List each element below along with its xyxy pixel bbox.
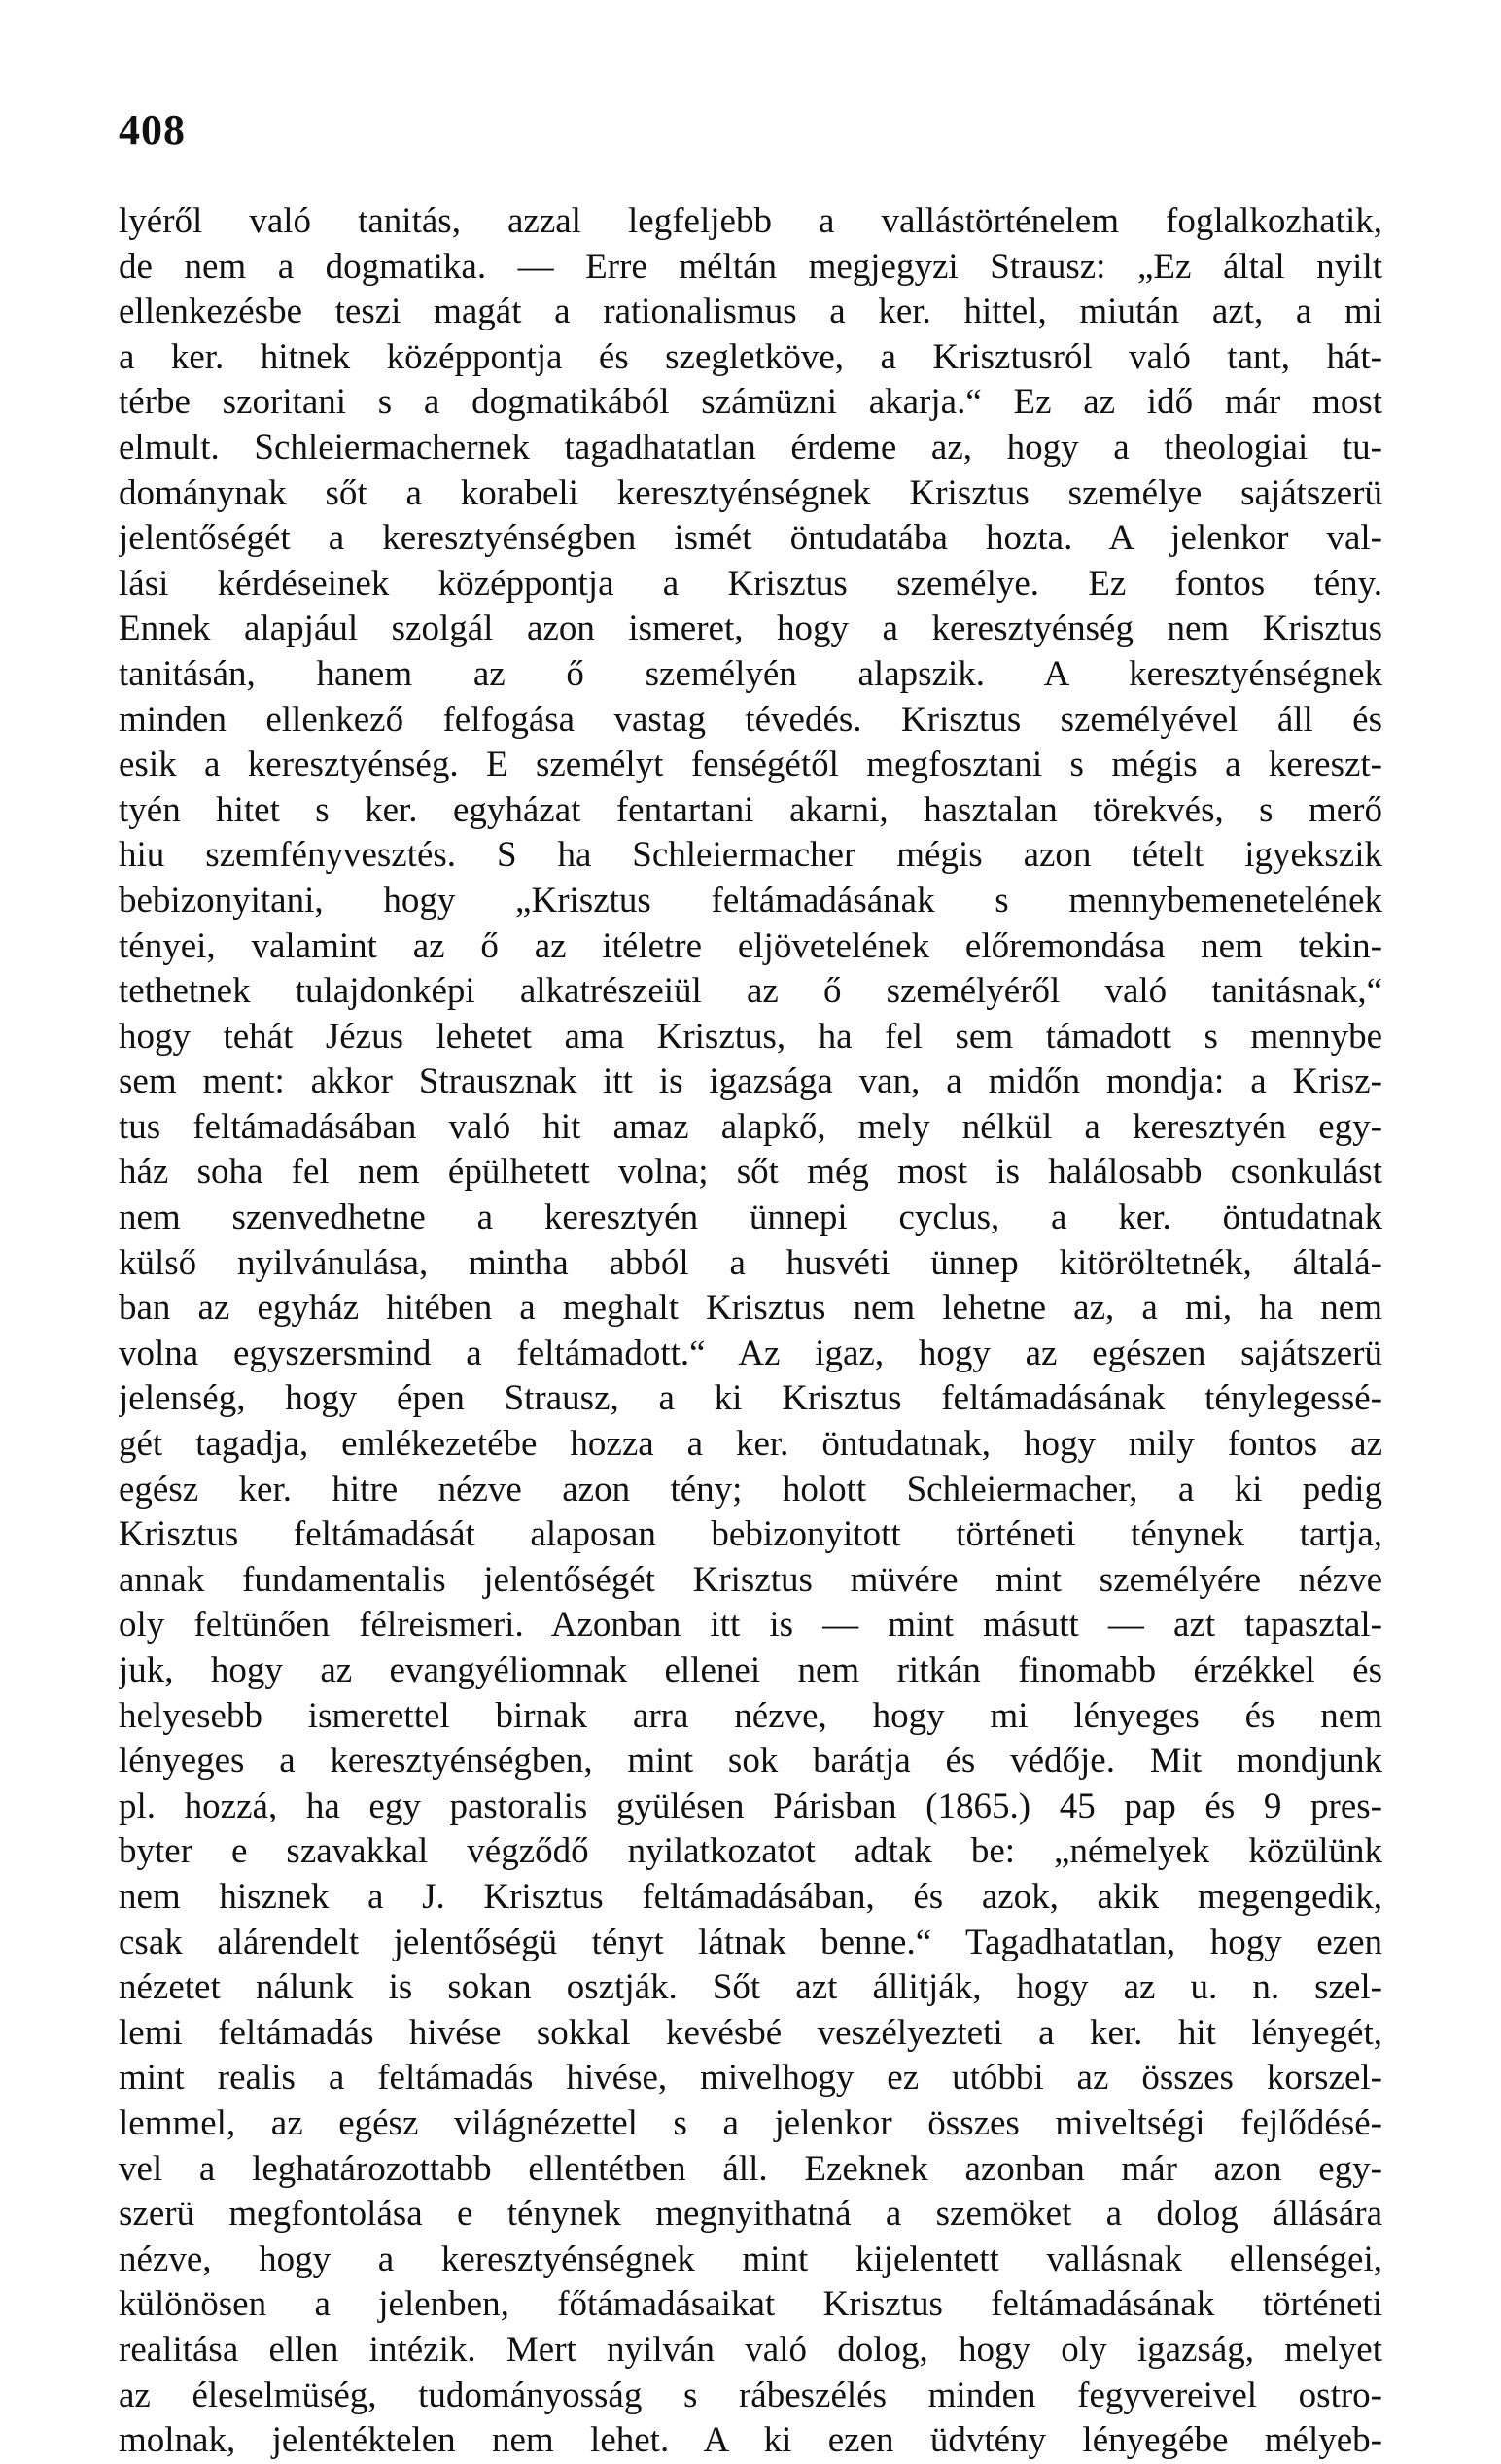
text-line: ban az egyház hitében a meghalt Krisztus nem lehetne az, a mi, ha nem bbox=[119, 1288, 1382, 1329]
text-line: lényeges a keresztyénségben, mint sok barátja és védője. Mit mondjunk bbox=[119, 1741, 1382, 1782]
text-line: tyén hitet s ker. egyházat fentartani akarni, hasztalan törekvés, s merő bbox=[119, 789, 1382, 830]
text-line: egész ker. hitre nézve azon tény; holott Schleiermacher, a ki pedig bbox=[119, 1469, 1382, 1510]
text-line: helyesebb ismerettel birnak arra nézve, hogy mi lényeges és nem bbox=[119, 1695, 1382, 1736]
text-line: nem hisznek a J. Krisztus feltámadásában, és azok, akik megengedik, bbox=[119, 1876, 1382, 1917]
text-line: realitása ellen intézik. Mert nyilván való dolog, hogy oly igazság, melyet bbox=[119, 2329, 1382, 2370]
text-line: lási kérdéseinek középpontja a Krisztus személye. Ez fontos tény. bbox=[119, 563, 1382, 604]
text-line: szerü megfontolása e ténynek megnyithatná a szemöket a dolog állására bbox=[119, 2194, 1382, 2235]
text-line: tényei, valamint az ő az itéletre eljövetelének előremondása nem tekin- bbox=[119, 925, 1382, 966]
text-line: térbe szoritani s a dogmatikából számüzni akarja.“ Ez az idő már most bbox=[119, 382, 1382, 423]
text-line: byter e szavakkal végződő nyilatkozatot adtak be: „némelyek közülünk bbox=[119, 1831, 1382, 1872]
body-text bbox=[119, 199, 1382, 2464]
text-line: volna egyszersmind a feltámadott.“ Az igaz, hogy az egészen sajátszerü bbox=[119, 1333, 1382, 1373]
text-line: tanitásán, hanem az ő személyén alapszik. A keresztyénségnek bbox=[119, 653, 1382, 694]
text-line: annak fundamentalis jelentőségét Krisztus müvére mint személyére nézve bbox=[119, 1559, 1382, 1600]
text-line: az éleselmüség, tudományosság s rábeszélés minden fegyvereivel ostro- bbox=[119, 2375, 1382, 2415]
text-line: bebizonyitani, hogy „Krisztus feltámadásának s mennybemenetelének bbox=[119, 880, 1382, 920]
page-number: 408 bbox=[119, 106, 186, 154]
text-line: elmult. Schleiermachernek tagadhatatlan érdeme az, hogy a theologiai tu- bbox=[119, 427, 1382, 468]
text-line: mint realis a feltámadás hivése, mivelhogy ez utóbbi az összes korszel- bbox=[119, 2058, 1382, 2099]
text-line: molnak, jelentéktelen nem lehet. A ki ezen üdvtény lényegébe mélyeb- bbox=[119, 2420, 1382, 2461]
text-line: vel a leghatározottabb ellentétben áll. Ezeknek azonban már azon egy- bbox=[119, 2148, 1382, 2189]
text-line: ház soha fel nem épülhetett volna; sőt még most is halálosabb csonkulást bbox=[119, 1152, 1382, 1193]
text-line: lemmel, az egész világnézettel s a jelenkor összes miveltségi fejlődésé- bbox=[119, 2102, 1382, 2143]
text-line: tethetnek tulajdonképi alkatrészeiül az ő személyéről való tanitásnak,“ bbox=[119, 971, 1382, 1012]
text-line: külső nyilvánulása, mintha abból a husvéti ünnep kitöröltetnék, általá- bbox=[119, 1242, 1382, 1283]
text-line: sem ment: akkor Strausznak itt is igazsága van, a midőn mondja: a Krisz- bbox=[119, 1061, 1382, 1102]
text-line: csak alárendelt jelentőségü tényt látnak benne.“ Tagadhatatlan, hogy ezen bbox=[119, 1922, 1382, 1962]
text-line: Ennek alapjául szolgál azon ismeret, hogy a keresztyénség nem Krisztus bbox=[119, 608, 1382, 649]
text-line: ellenkezésbe teszi magát a rationalismus a ker. hittel, miután azt, a mi bbox=[119, 292, 1382, 332]
text-line: de nem a dogmatika. — Erre méltán megjegyzi Strausz: „Ez által nyilt bbox=[119, 246, 1382, 287]
text-line: Krisztus feltámadását alaposan bebizonyitott történeti ténynek tartja, bbox=[119, 1514, 1382, 1555]
text-line: gét tagadja, emlékezetébe hozza a ker. öntudatnak, hogy mily fontos az bbox=[119, 1424, 1382, 1465]
text-line: minden ellenkező felfogása vastag tévedés. Krisztus személyével áll és bbox=[119, 699, 1382, 740]
text-line: nézve, hogy a keresztyénségnek mint kijelentett vallásnak ellenségei, bbox=[119, 2238, 1382, 2279]
text-line: különösen a jelenben, főtámadásaikat Krisztus feltámadásának történeti bbox=[119, 2284, 1382, 2325]
text-line: nem szenvedhetne a keresztyén ünnepi cyclus, a ker. öntudatnak bbox=[119, 1197, 1382, 1238]
text-line: nézetet nálunk is sokan osztják. Sőt azt állitják, hogy az u. n. szel- bbox=[119, 1967, 1382, 2008]
text-line: esik a keresztyénség. E személyt fenségétől megfosztani s mégis a kereszt- bbox=[119, 745, 1382, 785]
text-line: lemi feltámadás hivése sokkal kevésbé veszélyezteti a ker. hit lényegét, bbox=[119, 2012, 1382, 2053]
text-line: hogy tehát Jézus lehetet ama Krisztus, ha fel sem támadott s mennybe bbox=[119, 1016, 1382, 1057]
text-line: pl. hozzá, ha egy pastoralis gyülésen Párisban (1865.) 45 pap és 9 pres- bbox=[119, 1786, 1382, 1826]
text-line: hiu szemfényvesztés. S ha Schleiermacher mégis azon tételt igyekszik bbox=[119, 835, 1382, 876]
text-line: lyéről való tanitás, azzal legfeljebb a vallástörténelem foglalkozhatik, bbox=[119, 201, 1382, 241]
text-line: jelentőségét a keresztyénségben ismét öntudatába hozta. A jelenkor val- bbox=[119, 518, 1382, 559]
text-line: oly feltünően félreismeri. Azonban itt is — mint másutt — azt tapasztal- bbox=[119, 1605, 1382, 1646]
text-line: dománynak sőt a korabeli keresztyénségnek Krisztus személye sajátszerü bbox=[119, 472, 1382, 513]
text-line: jelenség, hogy épen Strausz, a ki Krisztus feltámadásának ténylegessé- bbox=[119, 1378, 1382, 1419]
text-line: tus feltámadásában való hit amaz alapkő, mely nélkül a keresztyén egy- bbox=[119, 1106, 1382, 1147]
text-line: a ker. hitnek középpontja és szegletköve, a Krisztusról való tant, hát- bbox=[119, 336, 1382, 377]
text-line: juk, hogy az evangyéliomnak ellenei nem ritkán finomabb érzékkel és bbox=[119, 1650, 1382, 1690]
